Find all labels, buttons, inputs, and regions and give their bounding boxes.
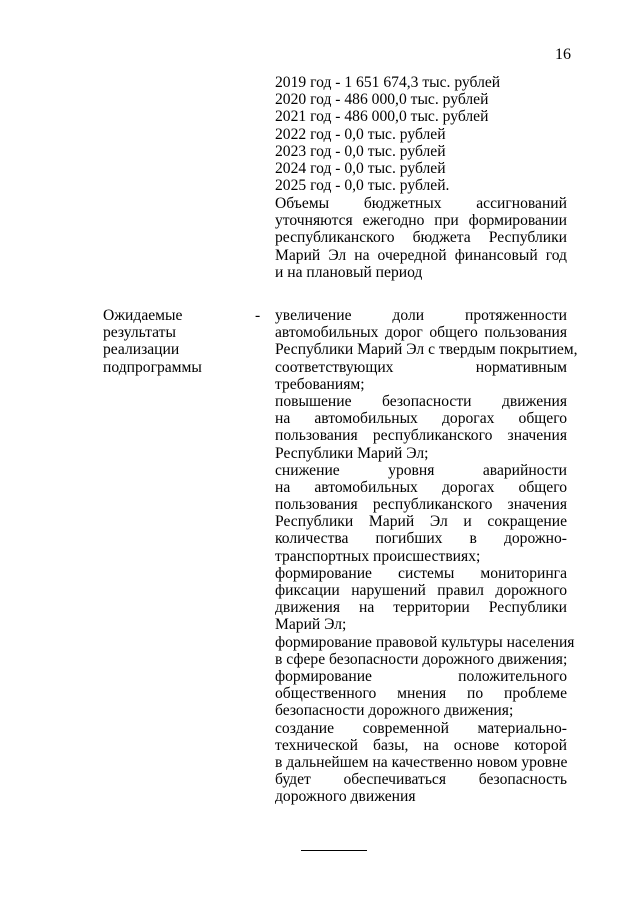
results-line: будет обеспечиваться безопасность [275, 771, 567, 789]
results-line: Марий Эл; [275, 616, 347, 634]
results-line: соответствующих нормативным [275, 358, 567, 376]
results-line: безопасности дорожного движения; [275, 702, 514, 720]
results-line: Республики Марий Эл и сокращение [275, 513, 567, 531]
footer-rule [301, 850, 367, 851]
results-line: Республики Марий Эл с твердым покрытием, [275, 341, 578, 359]
funding-note-line: Объемы бюджетных ассигнований [275, 195, 567, 212]
funding-note-line: Марий Эл на очередной финансовый год [275, 246, 567, 264]
funding-year-line: 2022 год - 0,0 тыс. рублей [275, 125, 446, 143]
results-dash: - [255, 307, 261, 324]
funding-note [275, 195, 567, 281]
results-line: в сфере безопасности дорожного движения; [275, 650, 568, 668]
results-line: фиксации нарушений правил дорожного [275, 582, 567, 599]
results-line: количества погибших в дорожно- [275, 530, 567, 548]
results-line: на автомобильных дорогах общего [275, 410, 567, 428]
funding-note-line: республиканского бюджета Республики [275, 229, 567, 247]
results-line: создание современной материально- [275, 719, 567, 737]
results-line: общественного мнения по проблеме [275, 685, 567, 703]
results-line: движения на территории Республики [275, 599, 567, 617]
results-label-line: результаты [103, 324, 176, 342]
funding-year-line: 2023 год - 0,0 тыс. рублей [275, 142, 446, 160]
results-line: формирование системы мониторинга [275, 564, 567, 582]
funding-year-line: 2019 год - 1 651 674,3 тыс. рублей [275, 74, 501, 91]
results-label-line: Ожидаемые [103, 307, 183, 324]
results-line: технической базы, на основе которой [275, 736, 567, 754]
results-line: увеличение доли протяженности [275, 307, 567, 324]
results-label [103, 307, 253, 376]
funding-note-line: и на плановый период [275, 263, 423, 281]
funding-note-line: уточняются ежегодно при формировании [275, 212, 567, 230]
results-line: требованиям; [275, 375, 365, 393]
results-line: автомобильных дорог общего пользования [275, 324, 567, 342]
funding-years [275, 74, 567, 194]
funding-year-line: 2025 год - 0,0 тыс. рублей. [275, 177, 450, 195]
results-label-line: подпрограммы [103, 358, 202, 376]
results-line: пользования республиканского значения [275, 427, 567, 445]
results-line: в дальнейшем на качественно новом уровне [275, 753, 568, 771]
results-line: снижение уровня аварийности [275, 461, 567, 479]
results-text [275, 307, 578, 806]
results-label-line: реализации [103, 341, 180, 359]
results-line: Республики Марий Эл; [275, 444, 429, 462]
funding-year-line: 2021 год - 486 000,0 тыс. рублей [275, 108, 489, 126]
results-line: повышение безопасности движения [275, 392, 567, 410]
results-line: транспортных происшествиях; [275, 547, 481, 565]
results-line: формирование правовой культуры населения [275, 633, 575, 651]
results-line: дорожного движения [275, 788, 416, 806]
results-line: пользования республиканского значения [275, 496, 567, 514]
results-line: на автомобильных дорогах общего [275, 478, 567, 496]
page-number: 16 [555, 46, 571, 63]
results-line: формирование положительного [275, 667, 567, 685]
funding-year-line: 2024 год - 0,0 тыс. рублей [275, 159, 446, 177]
funding-year-line: 2020 год - 486 000,0 тыс. рублей [275, 91, 489, 109]
